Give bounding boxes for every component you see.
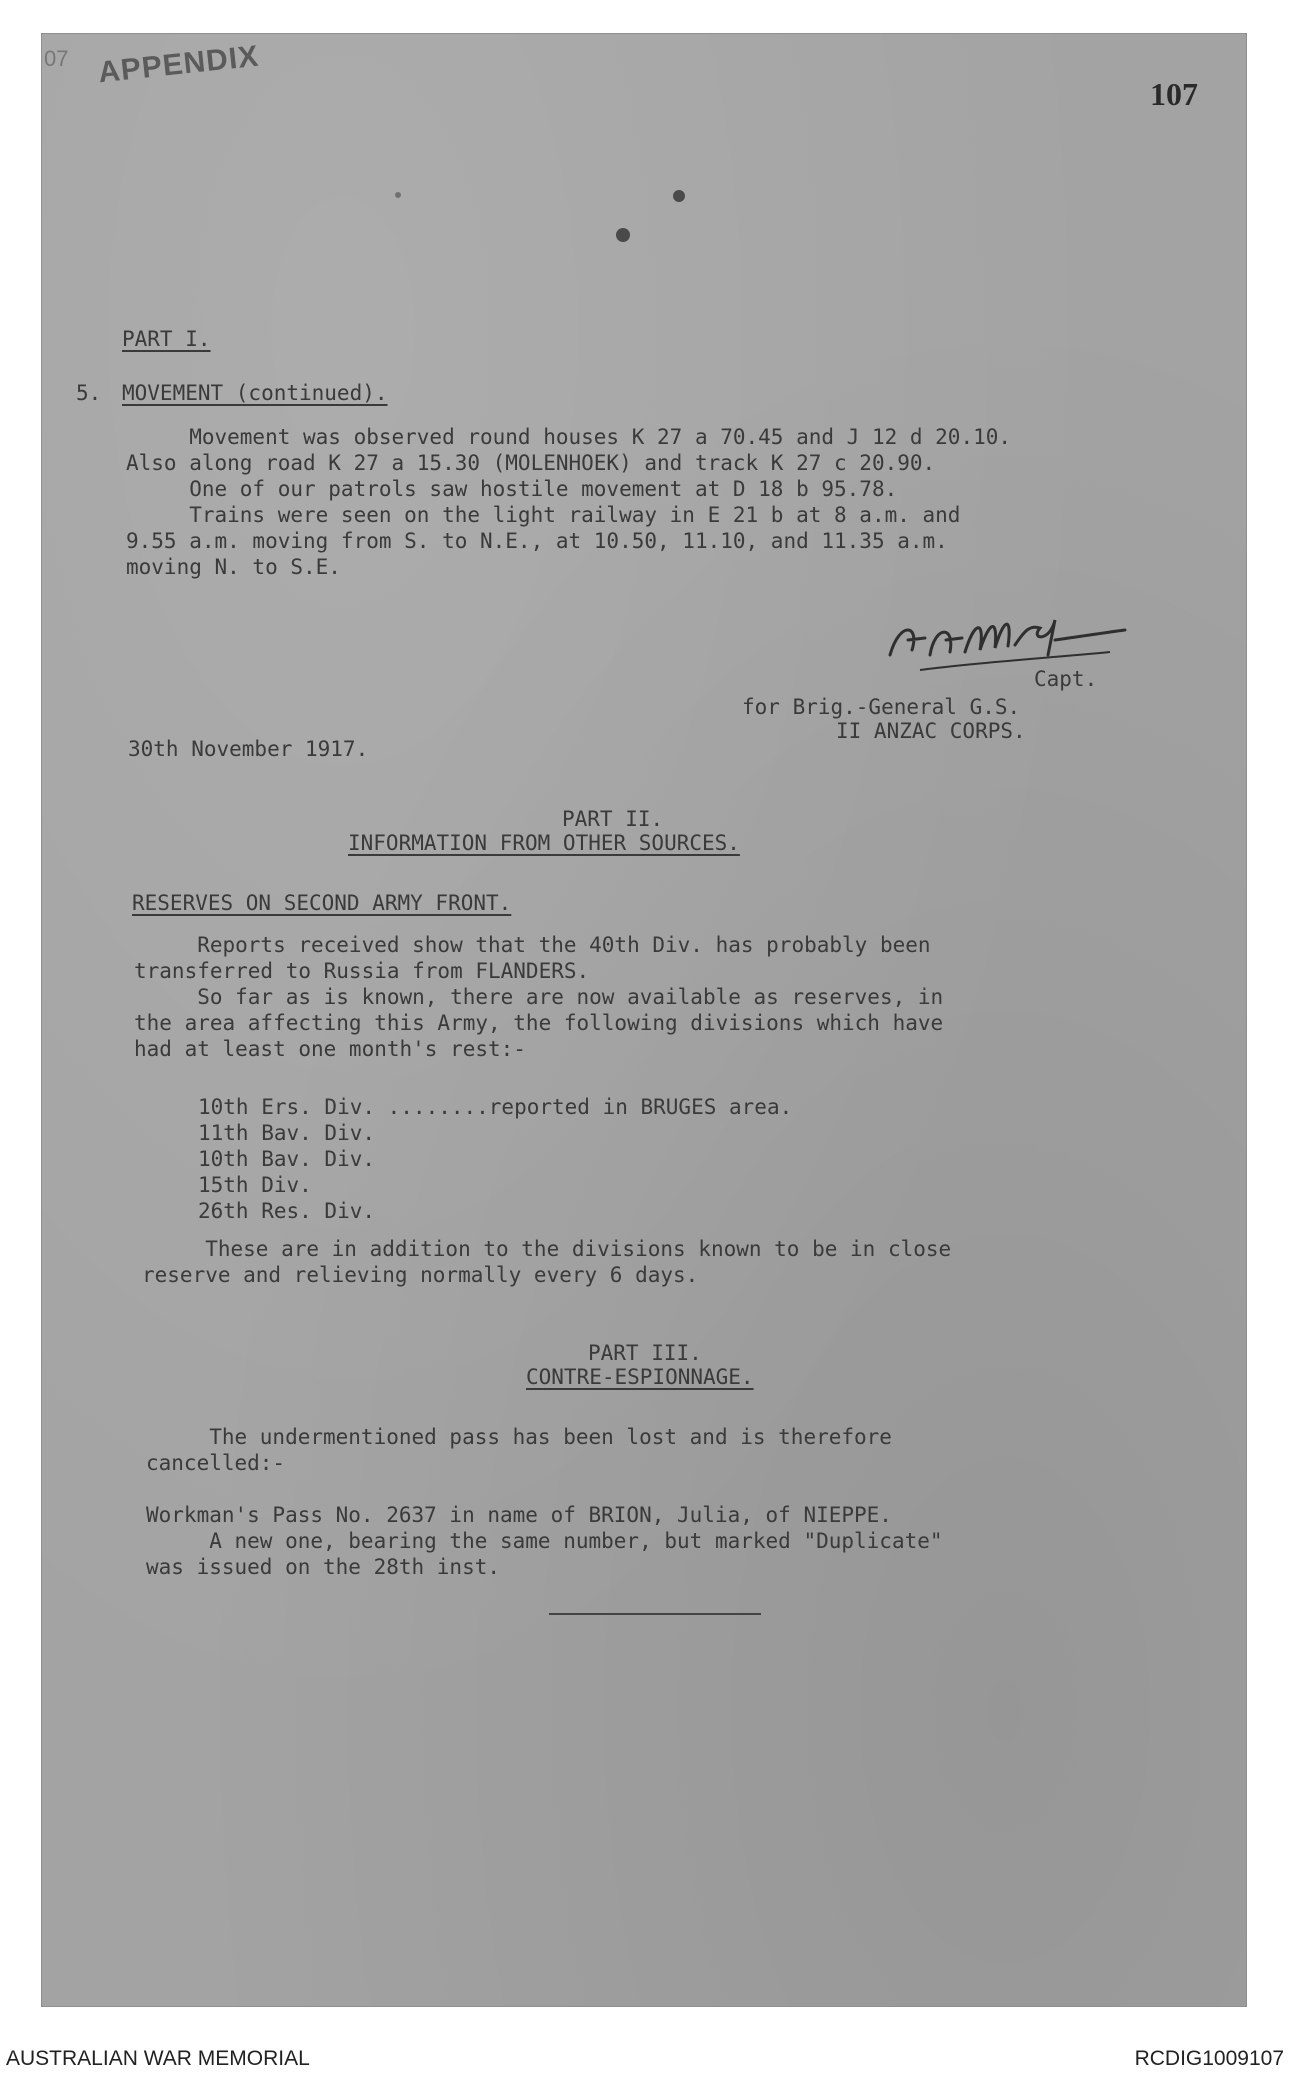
ink-spot (673, 190, 685, 202)
paragraph-line: A new one, bearing the same number, but marked "Duplicate" (146, 1529, 943, 1553)
ink-spot (616, 228, 630, 242)
signatory-for-line: for Brig.-General G.S. (742, 695, 1021, 719)
paragraph-line: Reports received show that the 40th Div. has probably been (134, 933, 931, 957)
closing-rule (549, 1613, 761, 1615)
paragraph-line: Movement was observed round houses K 27 a 70.45 and J 12 d 20.10. (126, 425, 1012, 449)
corner-pencil-mark: 07 (44, 46, 69, 71)
paragraph-line: the area affecting this Army, the following divisions which have (134, 1011, 944, 1035)
section-number: 5. (76, 381, 102, 405)
paragraph-line: The undermentioned pass has been lost and is therefore (146, 1425, 892, 1449)
division-item: 11th Bav. Div. (198, 1121, 376, 1145)
paragraph-line: 9.55 a.m. moving from S. to N.E., at 10.50, 11.10, and 11.35 a.m. (126, 529, 948, 553)
paragraph-line: cancelled:- (146, 1451, 286, 1475)
division-item: 26th Res. Div. (198, 1199, 376, 1223)
paragraph-line: Workman's Pass No. 2637 in name of BRION, Julia, of NIEPPE. (146, 1503, 892, 1527)
document-date: 30th November 1917. (128, 737, 369, 761)
paragraph-line: reserve and relieving normally every 6 days. (142, 1263, 699, 1287)
reserves-subheading: RESERVES ON SECOND ARMY FRONT. (132, 891, 512, 915)
paragraph-line: had at least one month's rest:- (134, 1037, 526, 1061)
paragraph-line: Trains were seen on the light railway in E 21 b at 8 a.m. and (126, 503, 961, 527)
part-three-title: CONTRE-ESPIONNAGE. (526, 1365, 754, 1389)
division-item: 10th Ers. Div. ........reported in BRUGES area. (198, 1095, 793, 1119)
part-two-title: INFORMATION FROM OTHER SOURCES. (348, 831, 740, 855)
folio-number: 107 (1150, 76, 1198, 112)
signatory-corps: II ANZAC CORPS. (836, 719, 1026, 743)
paragraph-line: transferred to Russia from FLANDERS. (134, 959, 590, 983)
section-title: MOVEMENT (continued). (122, 381, 388, 405)
footer-credit: AUSTRALIAN WAR MEMORIAL (6, 2047, 310, 2070)
paragraph-line: These are in addition to the divisions known to be in close (142, 1237, 952, 1261)
paragraph-line: Also along road K 27 a 15.30 (MOLENHOEK) and track K 27 c 20.90. (126, 451, 936, 475)
signatory-rank: Capt. (1034, 667, 1098, 691)
part-two-heading: PART II. (562, 807, 664, 831)
division-item: 10th Bav. Div. (198, 1147, 376, 1171)
part-three-heading: PART III. (588, 1341, 702, 1365)
ink-spot (395, 192, 401, 198)
footer-id: RCDIG1009107 (1134, 2047, 1284, 2070)
part-one-heading: PART I. (122, 327, 211, 351)
paragraph-line: was issued on the 28th inst. (146, 1555, 501, 1579)
division-item: 15th Div. (198, 1173, 312, 1197)
appendix-stamp: APPENDIX (96, 39, 261, 90)
paragraph-line: So far as is known, there are now available as reserves, in (134, 985, 944, 1009)
paragraph-line: One of our patrols saw hostile movement at D 18 b 95.78. (126, 477, 898, 501)
paragraph-line: moving N. to S.E. (126, 555, 341, 579)
